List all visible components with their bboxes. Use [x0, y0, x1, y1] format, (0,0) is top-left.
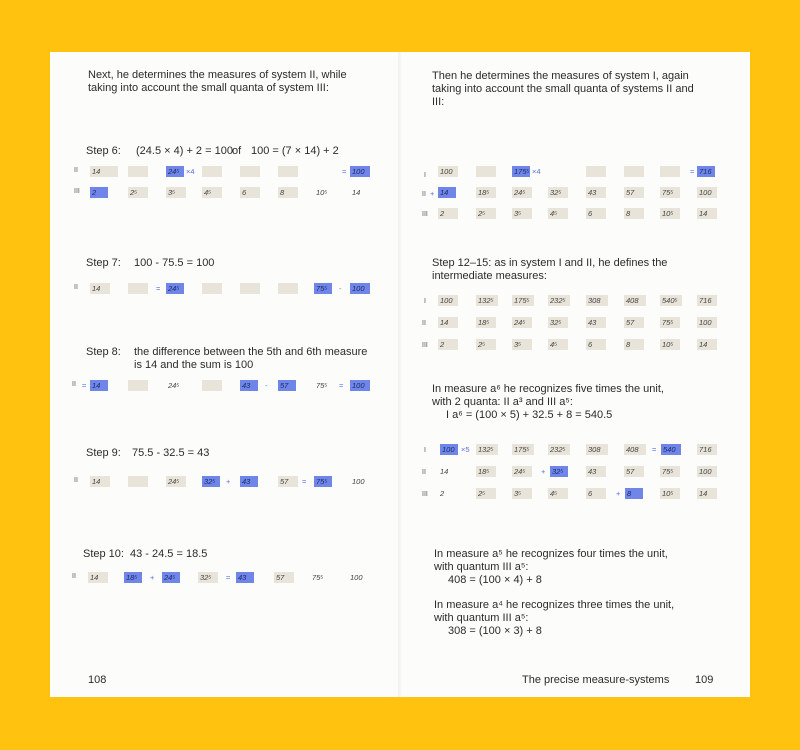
book-spine [398, 52, 402, 697]
cell: 8 [624, 208, 644, 219]
cell: 57 [624, 187, 644, 198]
cell: 24⁵ [168, 381, 180, 390]
operator: = [342, 167, 347, 176]
cell: 14 [440, 467, 449, 476]
cell-empty [128, 380, 148, 391]
row-label: III [74, 188, 80, 195]
step6-formula2: 100 = (7 × 14) + 2 [251, 145, 339, 157]
cell: 14 [90, 476, 110, 487]
cell: 4⁵ [548, 488, 568, 499]
cell-highlight: 75⁵ [314, 476, 332, 487]
cell: 4⁵ [548, 339, 568, 350]
cell-highlight: 540 [661, 444, 681, 455]
cell-highlight: 175⁵ [514, 167, 530, 176]
cell: 14 [697, 488, 717, 499]
a5-line3: 408 = (100 × 4) + 8 [448, 574, 542, 586]
cell: 100 [697, 187, 717, 198]
cell: 24⁵ [166, 476, 186, 487]
cell-highlight: 14 [90, 380, 108, 391]
cell: 100 [350, 573, 363, 582]
cell-empty [624, 166, 644, 177]
step7-label: Step 7: [86, 257, 121, 269]
cell: 6 [586, 488, 606, 499]
cell: 3⁵ [512, 488, 532, 499]
operator: = [226, 573, 231, 582]
cell: 175⁵ [512, 295, 534, 306]
cell-empty [240, 166, 260, 177]
operator: = [652, 445, 657, 454]
a6-line1: In measure a⁶ he recognizes five times the unit, [432, 383, 664, 395]
cell: 4⁵ [202, 187, 222, 198]
cell: 14 [90, 283, 110, 294]
a5-line1: In measure a⁵ he recognizes four times the unit, [434, 548, 668, 560]
right-intro: Then he determines the measures of system I, again taking into account the small quanta of systems II and III: [432, 70, 694, 108]
operator: = [82, 381, 87, 390]
cell: 43 [586, 187, 606, 198]
cell: 716 [697, 295, 717, 306]
a5-line2: with quantum III a⁵: [434, 561, 529, 573]
cell-highlight: 18⁵ [124, 572, 142, 583]
cell: 18⁵ [476, 187, 496, 198]
cell: 32⁵ [198, 572, 218, 583]
row-label: I [424, 298, 426, 305]
operator: - [265, 381, 268, 390]
cell-empty [660, 166, 680, 177]
operator: = [302, 477, 307, 486]
cell: 2⁵ [128, 187, 148, 198]
row-label: III [422, 211, 428, 218]
cell-empty [586, 166, 606, 177]
operator: = [339, 381, 344, 390]
step8-label: Step 8: [86, 346, 121, 358]
cell-empty [240, 283, 260, 294]
step9-label: Step 9: [86, 447, 121, 459]
cell-highlight: 32⁵ [550, 466, 568, 477]
cell-empty [278, 283, 298, 294]
cell: 75⁵ [660, 317, 680, 328]
cell: 75⁵ [660, 466, 680, 477]
cell-empty [128, 476, 148, 487]
cell: 716 [697, 444, 717, 455]
left-intro: Next, he determines the measures of system II, while taking into account the small quanta of system III: [88, 69, 347, 94]
row-label: II [74, 167, 78, 174]
operator: - [339, 284, 342, 293]
cell: 75⁵ [316, 381, 328, 390]
cell: 24⁵ [512, 466, 532, 477]
row-label: III [422, 491, 428, 498]
cell: 14 [697, 208, 717, 219]
cell: 57 [624, 466, 644, 477]
cell: 6 [586, 339, 606, 350]
step12-text: Step 12–15: as in system I and II, he defines the intermediate measures: [432, 257, 668, 282]
operator: + [541, 467, 546, 476]
cell: 10⁵ [660, 208, 680, 219]
row-label: II [72, 573, 76, 580]
operator: + [616, 489, 621, 498]
cell-highlight: 32⁵ [202, 476, 220, 487]
operator: + [430, 189, 435, 198]
cell-empty [202, 166, 222, 177]
cell: 232⁵ [548, 295, 570, 306]
a4-line2: with quantum III a⁵: [434, 612, 529, 624]
cell-empty [202, 283, 222, 294]
cell: 18⁵ [476, 317, 496, 328]
cell: 57 [624, 317, 644, 328]
operator: + [150, 573, 155, 582]
step10-label: Step 10: [83, 548, 124, 560]
cell: 540⁵ [660, 295, 682, 306]
row-label: I [424, 447, 426, 454]
cell-highlight: 57 [278, 380, 296, 391]
cell: 10⁵ [316, 188, 328, 197]
cell: 24⁵ [512, 187, 532, 198]
row-label: I [424, 172, 426, 179]
cell-highlight: 43 [240, 476, 258, 487]
cell: 57 [278, 476, 298, 487]
cell: 100 [697, 317, 717, 328]
step6-of: of [232, 145, 242, 157]
cell-highlight: 14 [438, 187, 456, 198]
cell-empty [128, 283, 148, 294]
cell: 232⁵ [548, 444, 570, 455]
cell: 4⁵ [548, 208, 568, 219]
cell: 308 [586, 295, 608, 306]
cell: 75⁵ [312, 573, 324, 582]
cell: 32⁵ [548, 317, 568, 328]
page-number-left: 108 [88, 674, 107, 686]
step7-formula: 100 - 75.5 = 100 [134, 257, 215, 269]
cell-highlight: 43 [240, 380, 258, 391]
operator: + [226, 477, 231, 486]
cell: 14 [88, 572, 108, 583]
cell: 2 [438, 208, 458, 219]
cell: 308 [586, 444, 608, 455]
cell-highlight: 43 [236, 572, 254, 583]
step8-text: the difference between the 5th and 6th measure is 14 and the sum is 100 [134, 346, 368, 371]
cell: 2⁵ [476, 488, 496, 499]
cell-highlight: 716 [697, 166, 715, 177]
page-number-right: 109 [695, 674, 714, 686]
cell: 32⁵ [548, 187, 568, 198]
cell-highlight: 100 [350, 283, 370, 294]
row-label: II [422, 191, 426, 198]
cell: 75⁵ [660, 187, 680, 198]
cell-empty [278, 166, 298, 177]
cell-highlight: 100 [440, 444, 458, 455]
cell: 10⁵ [660, 488, 680, 499]
operator: = [690, 167, 695, 176]
operator: ×4 [532, 167, 541, 176]
step6-label: Step 6: [86, 145, 121, 157]
step9-formula: 75.5 - 32.5 = 43 [132, 447, 210, 459]
cell-highlight: 2 [90, 187, 108, 198]
cell: 100 [438, 166, 458, 177]
cell: 8 [624, 339, 644, 350]
cell: 100 [438, 295, 458, 306]
cell-empty [128, 166, 148, 177]
cell-highlight: 24⁵ [162, 572, 180, 583]
cell: 2 [440, 489, 445, 498]
row-label: II [74, 477, 78, 484]
cell: 2⁵ [476, 339, 496, 350]
cell: 8 [278, 187, 298, 198]
cell: 2⁵ [476, 208, 496, 219]
cell-highlight: 24⁵ [166, 283, 184, 294]
a6-line2: with 2 quanta: II a³ and III a⁵: [432, 396, 573, 408]
cell: 24⁵ [512, 317, 532, 328]
cell: 43 [586, 317, 606, 328]
a6-line3: I a⁶ = (100 × 5) + 32.5 + 8 = 540.5 [446, 409, 613, 421]
cell-highlight: 100 [350, 380, 370, 391]
row-label: III [422, 342, 428, 349]
cell-empty [476, 166, 496, 177]
a4-line3: 308 = (100 × 3) + 8 [448, 625, 542, 637]
row-label: II [74, 284, 78, 291]
cell-highlight: 75⁵ [314, 283, 332, 294]
cell-highlight: 24⁵ [166, 166, 184, 177]
cell: 6 [586, 208, 606, 219]
cell: 132⁵ [476, 295, 498, 306]
cell: 10⁵ [660, 339, 680, 350]
cell: 14 [90, 166, 118, 177]
step10-formula: 43 - 24.5 = 18.5 [130, 548, 208, 560]
a4-line1: In measure a⁴ he recognizes three times the unit, [434, 599, 675, 611]
row-label: II [422, 469, 426, 476]
cell: 14 [352, 188, 361, 197]
cell: 408 [624, 295, 646, 306]
step6-formula: (24.5 × 4) + 2 = 100 [136, 145, 233, 157]
cell-empty [202, 380, 222, 391]
row-label: II [72, 381, 76, 388]
cell: 3⁵ [512, 208, 532, 219]
cell-highlight: 100 [350, 166, 370, 177]
cell: 3⁵ [512, 339, 532, 350]
cell: 57 [274, 572, 294, 583]
cell: 408 [624, 444, 646, 455]
cell: 3⁵ [166, 187, 186, 198]
cell: 100 [697, 466, 717, 477]
cell: 18⁵ [476, 466, 496, 477]
operator: ×4 [186, 167, 195, 176]
cell-highlight: 8 [625, 488, 643, 499]
row-label: II [422, 320, 426, 327]
cell: 100 [352, 477, 365, 486]
cell: 6 [240, 187, 260, 198]
cell: 14 [697, 339, 717, 350]
cell: 14 [438, 317, 458, 328]
operator: ×5 [461, 445, 470, 454]
cell: 175⁵ [512, 444, 534, 455]
cell: 132⁵ [476, 444, 498, 455]
cell: 43 [586, 466, 606, 477]
operator: = [156, 284, 161, 293]
cell: 2 [438, 339, 458, 350]
running-title: The precise measure-systems [522, 674, 670, 686]
